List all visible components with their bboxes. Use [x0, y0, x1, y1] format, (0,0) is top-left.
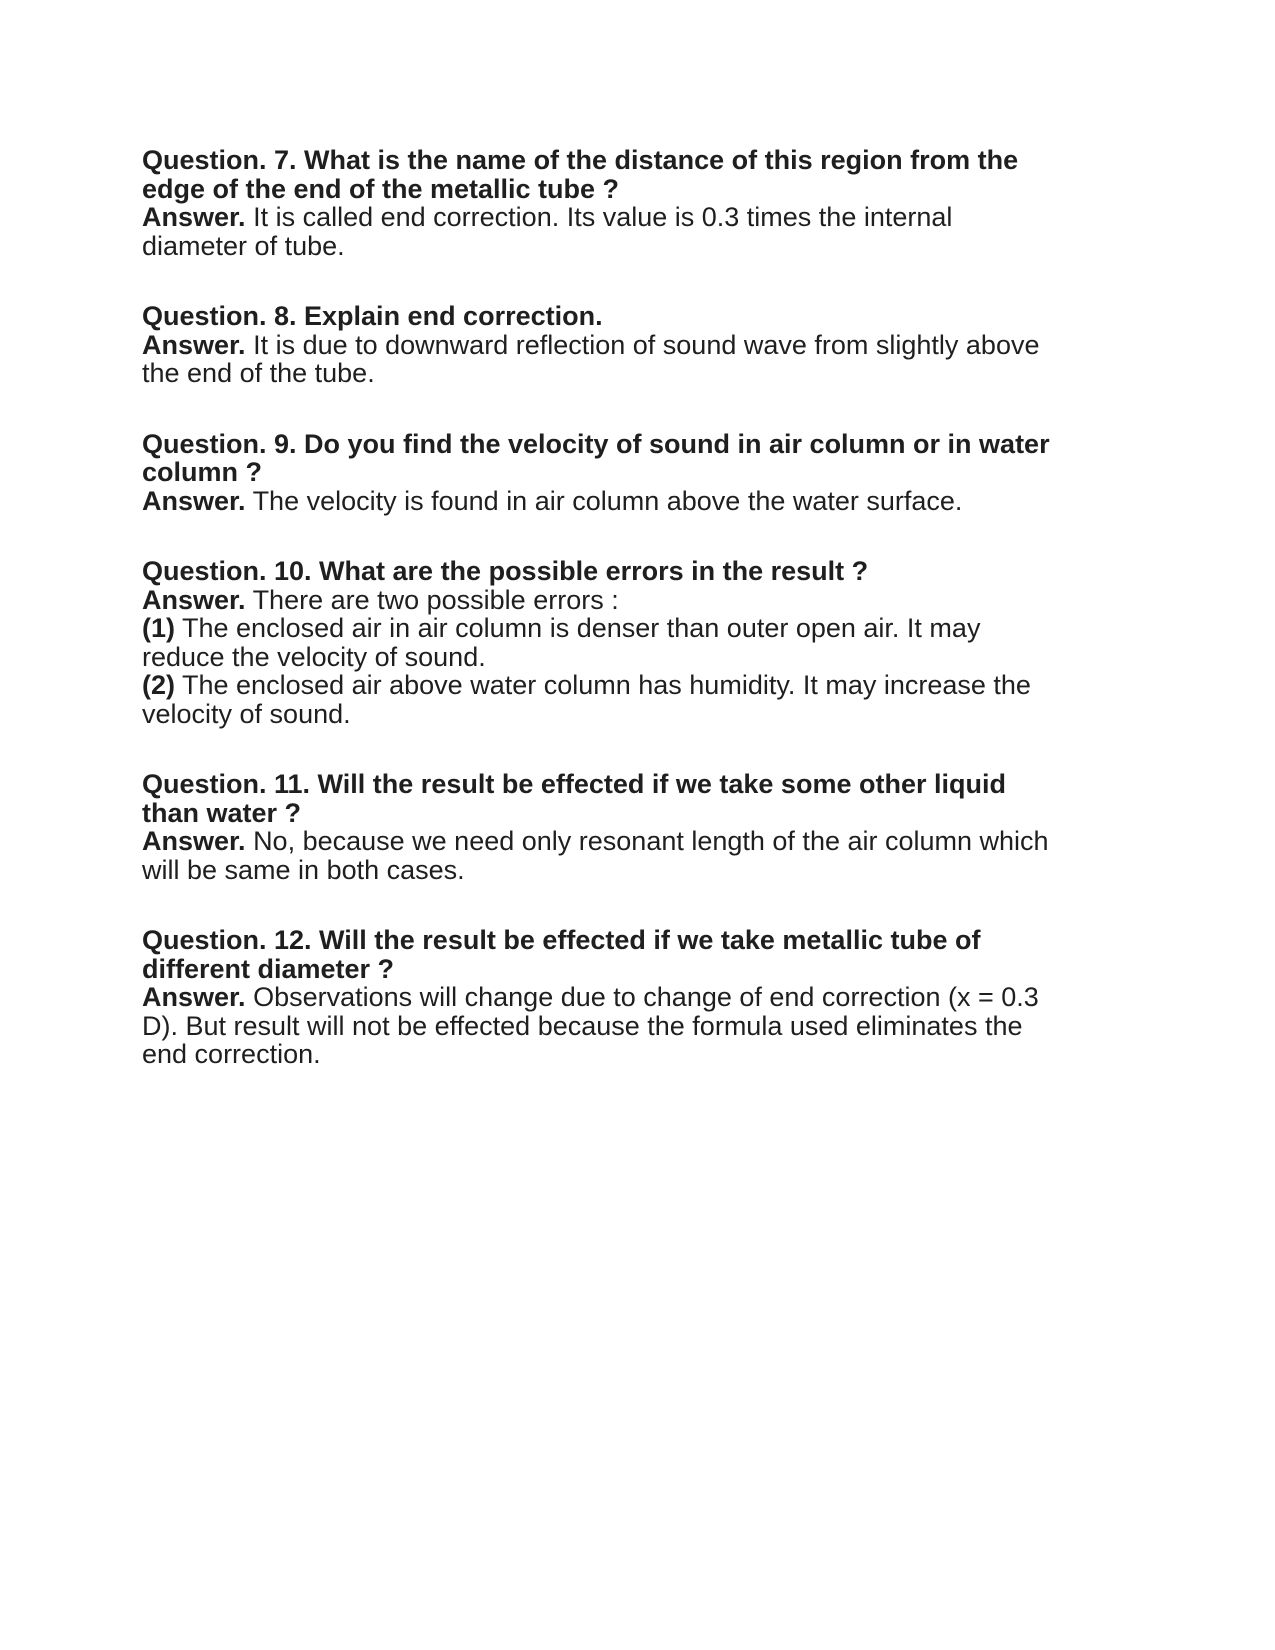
- question-heading: Question. 11. Will the result be effected if we take some other liquid than water ?: [142, 769, 1006, 828]
- answer-text: No, because we need only resonant length of the air column which will be same in both cases.: [142, 826, 1049, 885]
- qa-block-question-11: [142, 770, 1058, 884]
- question-heading: Question. 7. What is the name of the distance of this region from the edge of the end of the metallic tube ?: [142, 145, 1019, 204]
- answer-label: Answer.: [142, 202, 246, 232]
- answer-point-2: [142, 671, 1058, 728]
- qa-block-question-7: [142, 146, 1058, 260]
- answer-text: There are two possible errors :: [252, 584, 619, 615]
- point-label: (2): [142, 670, 175, 700]
- answer-text: The velocity is found in air column above the water surface.: [252, 485, 963, 516]
- document-page: [142, 146, 1058, 1111]
- question-heading: Question. 8. Explain end correction.: [142, 301, 603, 331]
- answer-paragraph: [142, 983, 1058, 1069]
- answer-paragraph: [142, 586, 1058, 615]
- answer-label: Answer.: [142, 584, 246, 615]
- answer-point-1: [142, 614, 1058, 671]
- answer-text: Observations will change due to change of end correction (x = 0.3 D). But result will not be effected because the formula used eliminates the end correction.: [142, 982, 1039, 1069]
- answer-label: Answer.: [142, 982, 246, 1012]
- answer-label: Answer.: [142, 329, 246, 360]
- answer-text: It is due to downward reflection of sound wave from slightly above the end of the tube.: [142, 329, 1040, 388]
- answer-label: Answer.: [142, 826, 246, 856]
- question-heading: Question. 10. What are the possible errors in the result ?: [142, 556, 869, 586]
- question-heading: Question. 9. Do you find the velocity of sound in air column or in water column ?: [142, 428, 1050, 487]
- question-heading: Question. 12. Will the result be effected if we take metallic tube of different diameter ?: [142, 925, 981, 984]
- qa-block-question-10: [142, 557, 1058, 728]
- answer-label: Answer.: [142, 485, 246, 516]
- answer-paragraph: [142, 331, 1058, 388]
- point-text: The enclosed air above water column has humidity. It may increase the velocity of sound.: [142, 670, 1031, 729]
- answer-paragraph: [142, 827, 1058, 884]
- qa-block-question-8: [142, 302, 1058, 388]
- qa-block-question-12: [142, 926, 1058, 1069]
- answer-paragraph: [142, 203, 1058, 260]
- point-text: The enclosed air in air column is denser than outer open air. It may reduce the velocity of sound.: [142, 613, 981, 672]
- qa-block-question-9: [142, 430, 1058, 516]
- answer-paragraph: [142, 487, 1058, 516]
- point-label: (1): [142, 613, 175, 643]
- answer-text: It is called end correction. Its value is 0.3 times the internal diameter of tube.: [142, 202, 953, 261]
